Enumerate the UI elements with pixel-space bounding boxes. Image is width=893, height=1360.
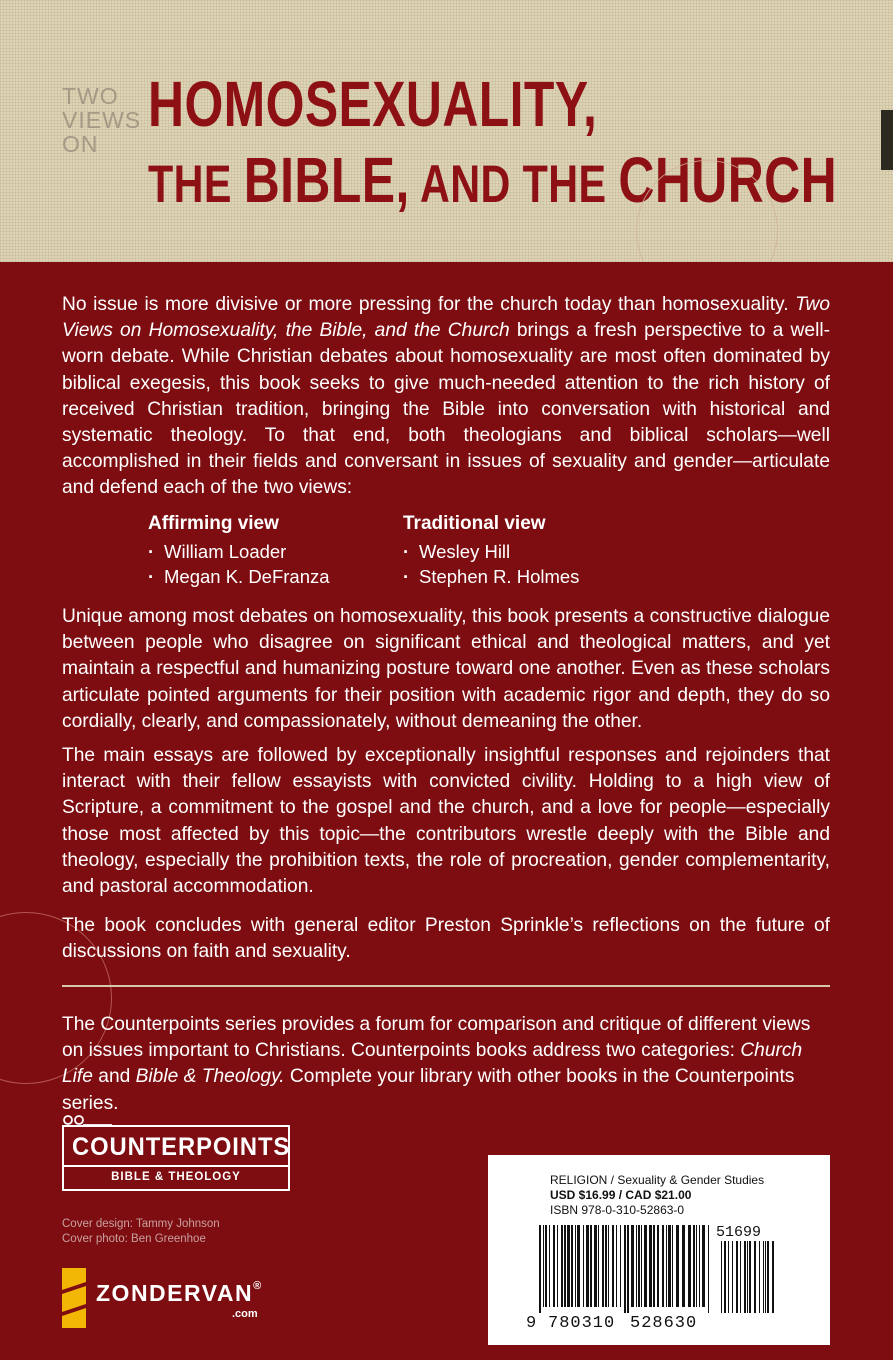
title-bible: BIBLE, [243, 144, 410, 216]
barcode-bar [557, 1225, 558, 1307]
barcode-bar [594, 1225, 597, 1307]
barcode-bar [676, 1225, 679, 1307]
barcode-bar [649, 1225, 652, 1307]
addon-bar [763, 1241, 764, 1313]
zondervan-mark-icon [62, 1268, 86, 1328]
barcode-bar [586, 1225, 589, 1307]
series-church-life: Church Life [62, 1040, 803, 1088]
affirming-heading: Affirming view [148, 513, 279, 534]
series-bible-theology: Bible & Theology. [135, 1066, 285, 1088]
section-divider [62, 985, 830, 987]
barcode-bar [575, 1225, 576, 1307]
barcode-bar [616, 1225, 617, 1307]
barcode-bar [636, 1225, 637, 1307]
barcode-bar [657, 1225, 659, 1307]
addon-bar [759, 1241, 760, 1313]
isbn-line: ISBN 978-0-310-52863-0 [550, 1203, 685, 1217]
cover-credits [62, 1217, 220, 1247]
barcode-bar [666, 1225, 667, 1307]
blurb-paragraph-4: The book concludes with general editor Preston Sprinkle’s reflections on the future of discussions on faith and sexuality. [62, 915, 830, 963]
series-paragraph [62, 1012, 830, 1117]
barcode-bar [590, 1225, 592, 1307]
barcode-bar [543, 1225, 544, 1307]
barcode-bar [662, 1225, 664, 1307]
barcode-bar [682, 1225, 685, 1307]
cover-design-credit: Cover design: Tammy Johnson [62, 1218, 220, 1230]
two-label: TWO [62, 83, 119, 109]
barcode-bar [571, 1225, 573, 1307]
barcode-bar [653, 1225, 655, 1307]
title-church: CHURCH [618, 144, 838, 216]
publisher-name: ZONDERVAN [96, 1280, 254, 1306]
addon-bar [749, 1241, 751, 1313]
affirming-item: · William Loader [148, 539, 330, 564]
addon-bar [772, 1241, 774, 1313]
zondervan-wordmark [96, 1280, 263, 1307]
barcode-panel [488, 1155, 830, 1345]
barcode-bar [553, 1225, 555, 1307]
addon-bar [744, 1241, 746, 1313]
barcode-bar [602, 1225, 604, 1307]
traditional-item: · Stephen R. Holmes [403, 564, 579, 589]
barcode-bar [708, 1225, 709, 1313]
cover-header [0, 0, 893, 262]
blurb-paragraph-1 [62, 292, 830, 502]
barcode-bar [608, 1225, 609, 1307]
barcode-bar [567, 1225, 570, 1307]
addon-bar [754, 1241, 756, 1313]
traditional-heading: Traditional view [403, 513, 546, 534]
barcode-bar [693, 1225, 695, 1307]
series-p-rest: Complete your library with other books in the Counterpoints series. [62, 1066, 795, 1114]
bisac-category: RELIGION / Sexuality & Gender Studies [550, 1173, 765, 1187]
barcode-bar [605, 1225, 607, 1307]
two-views-on-label [62, 84, 142, 156]
counterpoints-logo [62, 1125, 290, 1191]
blurb-p1-intro: No issue is more divisive or more pressing for the church today than homosexuality. [62, 294, 789, 315]
counterpoints-wordmark: COUNTERPOINTS [72, 1133, 291, 1161]
affirming-item: · Megan K. DeFranza [148, 564, 330, 589]
barcode-bar [583, 1225, 584, 1307]
barcode-bar [561, 1225, 563, 1307]
barcode-bar [631, 1225, 634, 1307]
header-edge-decoration [881, 110, 893, 170]
barcode-bar [612, 1225, 614, 1307]
barcode-bar [545, 1225, 547, 1307]
title-line-2 [148, 142, 838, 223]
blurb-paragraph-2: Unique among most debates on homosexuality, this book presents a constructive dialogue between people who disagree on significant ethical and theological matters, and yet maintain a respectful and humanizing posture toward one another. Even as these scholars articulate pointed arguments for their position with academic rigor and depth, they do so cordially, clearly, and compassionately, without demeaning the other. [62, 606, 830, 732]
barcode-bar [638, 1225, 640, 1307]
addon-bar [765, 1241, 766, 1313]
blurb-p1-rest: brings a fresh perspective to a well-worn debate. While Christian debates about homosexuality are most often dominated by biblical exegesis, this book seeks to give much-needed attention to the rich history of received Christian tradition, bringing the Bible into conversation with historical and systematic theology. To that end, both theologians and biblical scholars—well accomplished in their fields and conversant in issues of sexuality and gender—articulate and defend each of the two views: [62, 320, 830, 499]
counterpoints-dots-icon [62, 1113, 112, 1127]
blurb-book-title: Two Views on Homosexuality, the Bible, and the Church [62, 294, 830, 342]
addon-bar [740, 1241, 741, 1313]
barcode-graphic [539, 1225, 775, 1325]
barcode-bar [598, 1225, 599, 1307]
counterpoints-category: BIBLE & THEOLOGY [111, 1171, 241, 1183]
barcode-bar [641, 1225, 642, 1307]
price-line: USD $16.99 / CAD $21.00 [550, 1188, 692, 1202]
barcode-bar [699, 1225, 700, 1307]
addon-bar [724, 1241, 726, 1313]
barcode-bar [627, 1225, 629, 1313]
title-the: THE [148, 155, 244, 214]
barcode-bar [644, 1225, 647, 1307]
affirming-column [148, 511, 330, 589]
barcode-bar [564, 1225, 566, 1307]
barcode-bar [539, 1225, 541, 1313]
addon-bar [767, 1241, 769, 1313]
barcode-group-1: 780310 [548, 1314, 616, 1333]
counterpoints-subbar [64, 1165, 288, 1189]
views-label: VIEWS [62, 107, 142, 133]
publisher-reg: ® [253, 1280, 263, 1292]
barcode-bar [624, 1225, 626, 1313]
barcode-bar [668, 1225, 671, 1307]
addon-bar [747, 1241, 748, 1313]
barcode-bar [702, 1225, 705, 1307]
on-label: ON [62, 131, 99, 157]
barcode-bar [688, 1225, 691, 1307]
zondervan-dotcom: .com [232, 1308, 258, 1320]
title-line-1: HOMOSEXUALITY, [148, 68, 598, 140]
series-and: and [92, 1066, 136, 1088]
barcode-bar [577, 1225, 580, 1307]
barcode-first-digit: 9 [526, 1314, 537, 1333]
price-addon-number: 51699 [716, 1224, 762, 1241]
barcode-bar [696, 1225, 697, 1307]
barcode-bar [620, 1225, 621, 1307]
book-title [148, 66, 838, 223]
addon-bar [736, 1241, 738, 1313]
blurb-paragraph-3: The main essays are followed by exceptionally insightful responses and rejoinders that interact with their fellow essayists with convicted civility. Holding to a high view of Scripture, a commitment to the gospel and the church, and a love for people—especially those most affected by this topic—the contributors wrestle deeply with the Bible and theology, especially the prohibition texts, the role of procreation, gender complementarity, and pastoral accommodation. [62, 745, 830, 898]
barcode-group-2: 528630 [630, 1314, 698, 1333]
traditional-item: · Wesley Hill [403, 539, 579, 564]
barcode-bar [549, 1225, 550, 1307]
traditional-column [403, 511, 579, 589]
addon-bar [728, 1241, 729, 1313]
addon-bar [732, 1241, 733, 1313]
barcode-bar [672, 1225, 673, 1307]
series-p-intro: The Counterpoints series provides a forum for comparison and critique of different views on issues important to Christians. Counterpoints books address two categories: [62, 1014, 811, 1062]
title-and-the: AND THE [409, 155, 619, 214]
cover-photo-credit: Cover photo: Ben Greenhoe [62, 1233, 206, 1245]
addon-bar [721, 1241, 722, 1313]
